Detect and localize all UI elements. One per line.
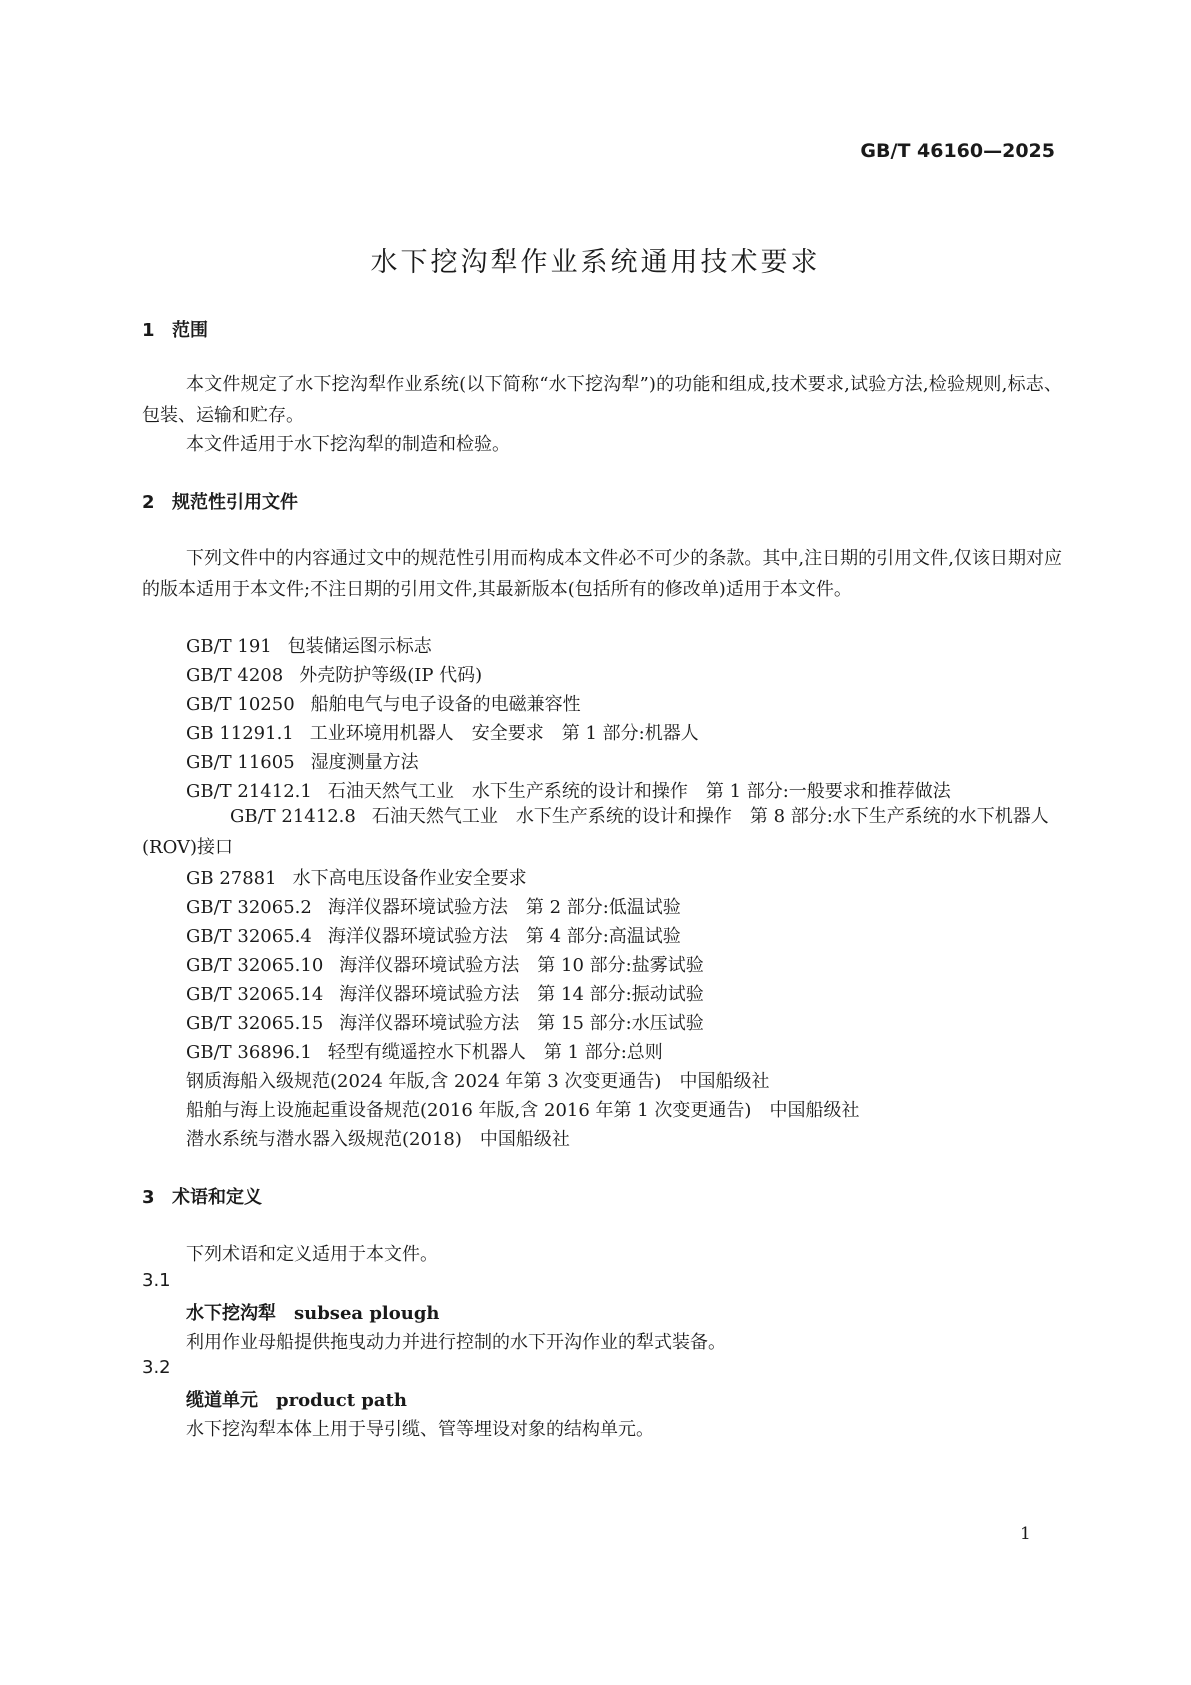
section-1-para-1: 本文件规定了水下挖沟犁作业系统(以下简称“水下挖沟犁”)的功能和组成,技术要求,试验方法,检验规则,标志、包装、运输和贮存。 <box>142 374 1062 426</box>
section-title: 规范性引用文件 <box>172 492 298 513</box>
reference-item <box>186 1009 704 1035</box>
page-number: 1 <box>1020 1524 1031 1544</box>
reference-title: 外壳防护等级(IP 代码) <box>299 665 483 686</box>
term-definition: 利用作业母船提供拖曳动力并进行控制的水下开沟作业的犁式装备。 <box>186 1332 726 1353</box>
document-title: 水下挖沟犁作业系统通用技术要求 <box>370 247 821 278</box>
reference-standard: GB/T 32065.15 <box>186 1013 324 1034</box>
section-number: 3 <box>142 1187 155 1208</box>
reference-title: 船舶电气与电子设备的电磁兼容性 <box>310 694 581 715</box>
reference-standard: GB/T 4208 <box>186 665 284 686</box>
reference-standard: GB/T 32065.14 <box>186 984 324 1005</box>
section-2-intro: 下列文件中的内容通过文中的规范性引用而构成本文件必不可少的条款。其中,注日期的引用文件,仅该日期对应的版本适用于本文件;不注日期的引用文件,其最新版本(包括所有的修改单)适用于本文件。 <box>142 548 1062 600</box>
reference-standard: GB/T 21412.8 <box>230 806 356 827</box>
reference-standard: GB/T 21412.1 <box>186 781 312 802</box>
reference-item <box>186 661 482 687</box>
term-number: 3.1 <box>142 1270 171 1291</box>
reference-standard: GB/T 11605 <box>186 752 295 773</box>
section-3-heading <box>142 1183 262 1209</box>
rule-reference-item: 钢质海船入级规范(2024 年版,含 2024 年第 3 次变更通告) 中国船级社 <box>186 1071 770 1092</box>
section-number: 2 <box>142 492 155 513</box>
reference-title: 包装储运图示标志 <box>287 636 432 657</box>
reference-title: 水下高电压设备作业安全要求 <box>292 868 527 889</box>
reference-title: 湿度测量方法 <box>310 752 419 773</box>
reference-title: 轻型有缆遥控水下机器人 第 1 部分:总则 <box>327 1042 663 1063</box>
reference-title: 海洋仪器环境试验方法 第 14 部分:振动试验 <box>339 984 704 1005</box>
section-1-para-2: 本文件适用于水下挖沟犁的制造和检验。 <box>186 434 510 455</box>
section-title: 术语和定义 <box>172 1187 262 1208</box>
reference-standard: GB 27881 <box>186 868 277 889</box>
term-name <box>186 1299 440 1325</box>
reference-title: 海洋仪器环境试验方法 第 15 部分:水压试验 <box>339 1013 704 1034</box>
term-definition: 水下挖沟犁本体上用于导引缆、管等埋设对象的结构单元。 <box>186 1419 654 1440</box>
reference-title: 石油天然气工业 水下生产系统的设计和操作 第 1 部分:一般要求和推荐做法 <box>327 781 951 802</box>
reference-title: 海洋仪器环境试验方法 第 4 部分:高温试验 <box>327 926 681 947</box>
reference-standard: GB/T 36896.1 <box>186 1042 312 1063</box>
reference-standard: GB/T 32065.10 <box>186 955 324 976</box>
reference-standard: GB/T 32065.4 <box>186 926 312 947</box>
reference-item <box>186 719 699 745</box>
reference-standard: GB/T 32065.2 <box>186 897 312 918</box>
term-name <box>186 1386 407 1412</box>
section-3-intro: 下列术语和定义适用于本文件。 <box>186 1244 438 1265</box>
reference-item <box>142 801 1062 863</box>
section-title: 范围 <box>172 320 208 341</box>
reference-item <box>186 690 581 716</box>
section-2-heading <box>142 488 298 514</box>
reference-title: 工业环境用机器人 安全要求 第 1 部分:机器人 <box>309 723 699 744</box>
rule-reference-item: 船舶与海上设施起重设备规范(2016 年版,含 2016 年第 1 次变更通告) 中国船级社 <box>186 1100 860 1121</box>
reference-title: 海洋仪器环境试验方法 第 10 部分:盐雾试验 <box>339 955 704 976</box>
reference-item <box>186 951 704 977</box>
term-name-zh: 水下挖沟犁 <box>186 1303 276 1324</box>
reference-item <box>186 980 704 1006</box>
term-name-zh: 缆道单元 <box>186 1390 258 1411</box>
reference-standard: GB 11291.1 <box>186 723 294 744</box>
reference-item <box>186 864 527 890</box>
term-name-en: subsea plough <box>294 1303 440 1324</box>
reference-item <box>186 777 951 803</box>
standard-id: GB/T 46160—2025 <box>860 140 1055 162</box>
term-number: 3.2 <box>142 1357 171 1378</box>
reference-standard: GB/T 191 <box>186 636 272 657</box>
reference-title: 石油天然气工业 水下生产系统的设计和操作 第 8 部分:水下生产系统的水下机器人(ROV)接口 <box>142 806 1049 858</box>
reference-item <box>186 893 681 919</box>
reference-standard: GB/T 10250 <box>186 694 295 715</box>
reference-item <box>186 922 681 948</box>
reference-title: 海洋仪器环境试验方法 第 2 部分:低温试验 <box>327 897 681 918</box>
reference-item <box>186 1038 663 1064</box>
rule-reference-item: 潜水系统与潜水器入级规范(2018) 中国船级社 <box>186 1129 570 1150</box>
reference-item <box>186 748 419 774</box>
reference-item <box>186 632 432 658</box>
section-1-heading <box>142 316 208 342</box>
section-number: 1 <box>142 320 155 341</box>
term-name-en: product path <box>276 1390 407 1411</box>
